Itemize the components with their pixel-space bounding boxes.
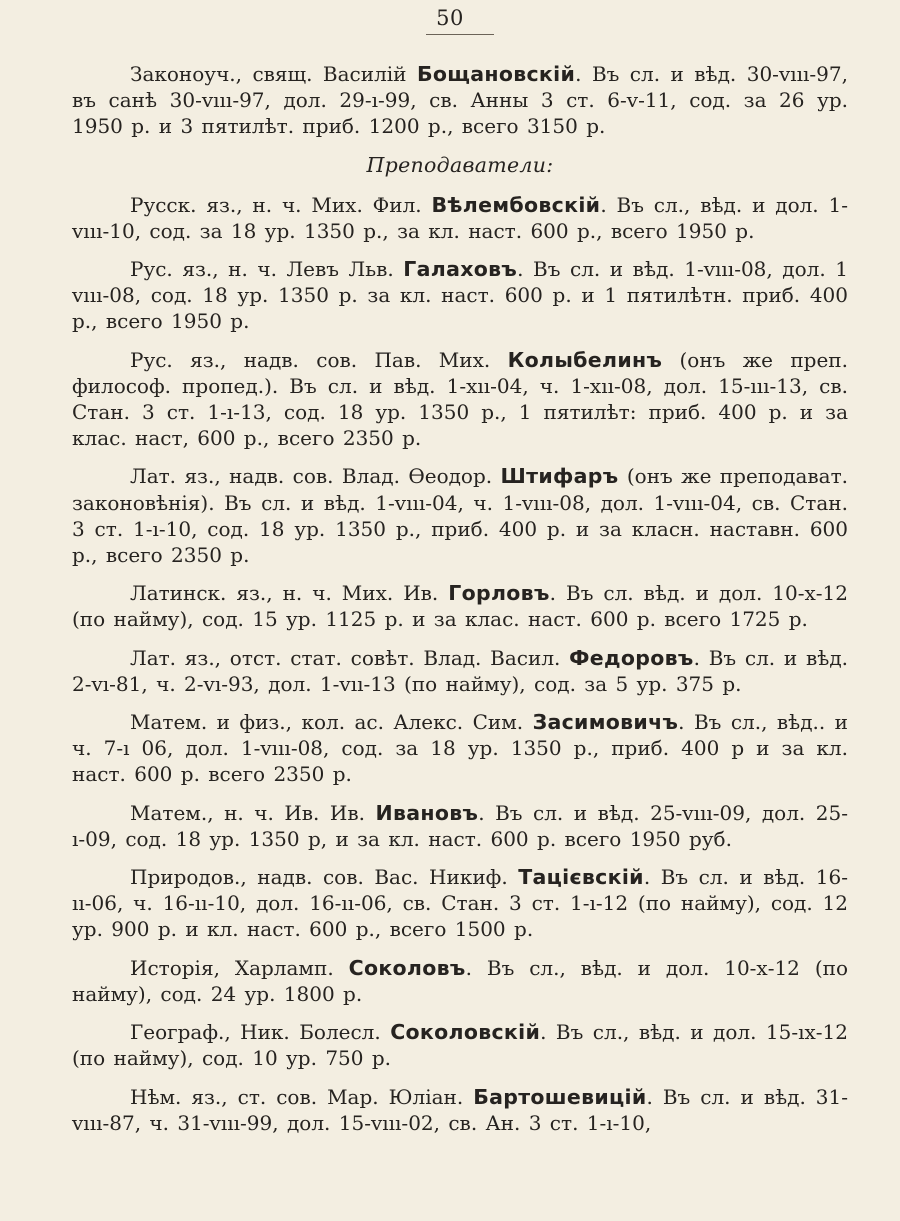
entry-velembovsky [72, 192, 848, 244]
entry-text: . Въ сл. и вѣд. 1-vııı-08, дол. 1 vııı-08, сод. 18 ур. 1350 р. за кл. наст. 600 р. и 1 пятилѣтн. приб. 400 р., всего 1950 р. [72, 257, 848, 334]
entry-text: . Въ сл. и вѣд. 31-vııı-87, ч. 31-vııı-99, дол. 15-vııı-02, св. Ан. 3 ст. 1-ı-10, [72, 1084, 848, 1135]
entry-sokolov [72, 955, 848, 1007]
entry-shtifar [72, 463, 848, 568]
entry-text: Матем., н. ч. Ив. Ив. [130, 800, 376, 825]
entry-text: . Въ сл. вѣд. и дол. 10-х-12 (по найму), сод. 15 ур. 1125 р. и за клас. наст. 600 р. всего 1725 р. [72, 581, 848, 632]
entry-text: . Въ сл. и вѣд. 2-vı-81, ч. 2-vı-93, дол. 1-vıı-13 (по найму), сод. за 5 ур. 375 р. [72, 645, 848, 696]
entry-surname: Бартошевицій [473, 1084, 647, 1109]
entry-text: (онъ же преподават. законовѣнія). Въ сл. и вѣд. 1-vııı-04, ч. 1-vııı-08, дол. 1-vııı-04, св. Стан. 3 ст. 1-ı-10, сод. 18 ур. 1350 р., приб. 400 р. и за класн. наставн. 600 р., всего 2350 р. [72, 464, 848, 568]
page-number: 50 [436, 6, 464, 30]
entry-text: (онъ же преп. философ. пропед.). Въ сл. и вѣд. 1-хıı-04, ч. 1-хıı-08, дол. 15-ııı-13, св. Стан. 3 ст. 1-ı-13, сод. 18 ур. 1350 р., 1 пятилѣт: приб. 400 р. и за клас. наст, 600 р., всего 2350 р. [72, 347, 848, 451]
entry-text: Латинск. яз., н. ч. Мих. Ив. [130, 581, 449, 606]
entry-text: . Въ сл., вѣд. и дол. 15-ıх-12 (по найму), сод. 10 ур. 750 р. [72, 1020, 849, 1071]
entry-gorlov [72, 580, 848, 632]
entry-text: . Въ сл. и вѣд. 30-vııı-97, въ санѣ 30-vııı-97, дол. 29-ı-99, св. Анны 3 ст. 6-v-11, сод. за 26 ур. 1950 р. и 3 пятилѣт. приб. 1200 р., всего 3150 р. [72, 62, 848, 139]
entry-bartoshevitsky [72, 1084, 848, 1136]
entry-text: Рус. яз., надв. сов. Пав. Мих. [130, 347, 508, 372]
entry-text: . Въ сл. и вѣд. 16-ıı-06, ч. 16-ıı-10, дол. 16-ıı-06, св. Стан. 3 ст. 1-ı-12 (по найму), сод. 12 ур. 900 р. и кл. наст. 600 р., всего 1500 р. [72, 865, 849, 942]
entry-surname: Ивановъ [375, 800, 479, 825]
entry-tatsievsky [72, 864, 848, 943]
entry-text: Рус. яз., н. ч. Левъ Льв. [130, 257, 404, 282]
entry-surname: Соколовъ [348, 955, 466, 980]
entry-surname: Штифаръ [500, 464, 619, 489]
page-content [72, 61, 848, 1148]
entry-text: . Въ сл., вѣд. и дол. 10-х-12 (по найму), сод. 24 ур. 1800 р. [72, 955, 848, 1006]
entry-surname: Тацієвскій [518, 865, 644, 890]
entry-sokolovsky [72, 1019, 848, 1071]
entry-text: Лат. яз., надв. сов. Влад. Ѳеодор. [130, 464, 501, 489]
section-heading-teachers: Преподаватели: [366, 152, 554, 177]
entry-zasimovich [72, 709, 848, 788]
entry-text: . Въ сл. и вѣд. 25-vııı-09, дол. 25-ı-09, сод. 18 ур. 1350 р, и за кл. наст. 600 р. всего 1950 руб. [72, 800, 848, 851]
entry-text: Географ., Ник. Болесл. [130, 1020, 391, 1045]
entry-surname: Вѣлембовскій [431, 192, 601, 217]
page-number-rule [426, 34, 494, 35]
entry-surname: Горловъ [448, 581, 550, 606]
entry-surname: Колыбелинъ [507, 347, 663, 372]
entry-surname: Засимовичъ [532, 710, 679, 735]
entry-text: Исторія, Харламп. [130, 955, 349, 980]
entry-text: Русск. яз., н. ч. Мих. Фил. [130, 192, 432, 217]
entry-text: Матем. и физ., кол. ас. Алекс. Сим. [130, 710, 533, 735]
entry-fedorov [72, 645, 848, 697]
entry-text: Законоуч., свящ. Василій [130, 62, 417, 86]
entry-ivanov [72, 800, 848, 852]
entry-text: Лат. яз., отст. стат. совѣт. Влад. Васил. [130, 645, 570, 670]
entry-surname: Соколовскій [390, 1020, 541, 1045]
entry-text: Природов., надв. сов. Вас. Никиф. [130, 865, 519, 890]
entry-text: Нѣм. яз., ст. сов. Мар. Юліан. [130, 1084, 474, 1109]
entry-surname: Бощановскій [416, 62, 576, 86]
entry-boshchanovsky [72, 61, 848, 140]
entry-kolybelin [72, 347, 848, 452]
entry-text: . Въ сл., вѣд. и дол. 1-vııı-10, сод. за 18 ур. 1350 р., за кл. наст. 600 р., всего 1950 р. [72, 192, 848, 243]
entry-text: . Въ сл., вѣд.. и ч. 7-ı 06, дол. 1-vııı-08, сод. за 18 ур. 1350 р., приб. 400 р и за кл. наст. 600 р. всего 2350 р. [72, 710, 848, 787]
entry-surname: Галаховъ [403, 257, 518, 282]
entry-surname: Федоровъ [569, 645, 694, 670]
entry-galakhov [72, 256, 848, 335]
